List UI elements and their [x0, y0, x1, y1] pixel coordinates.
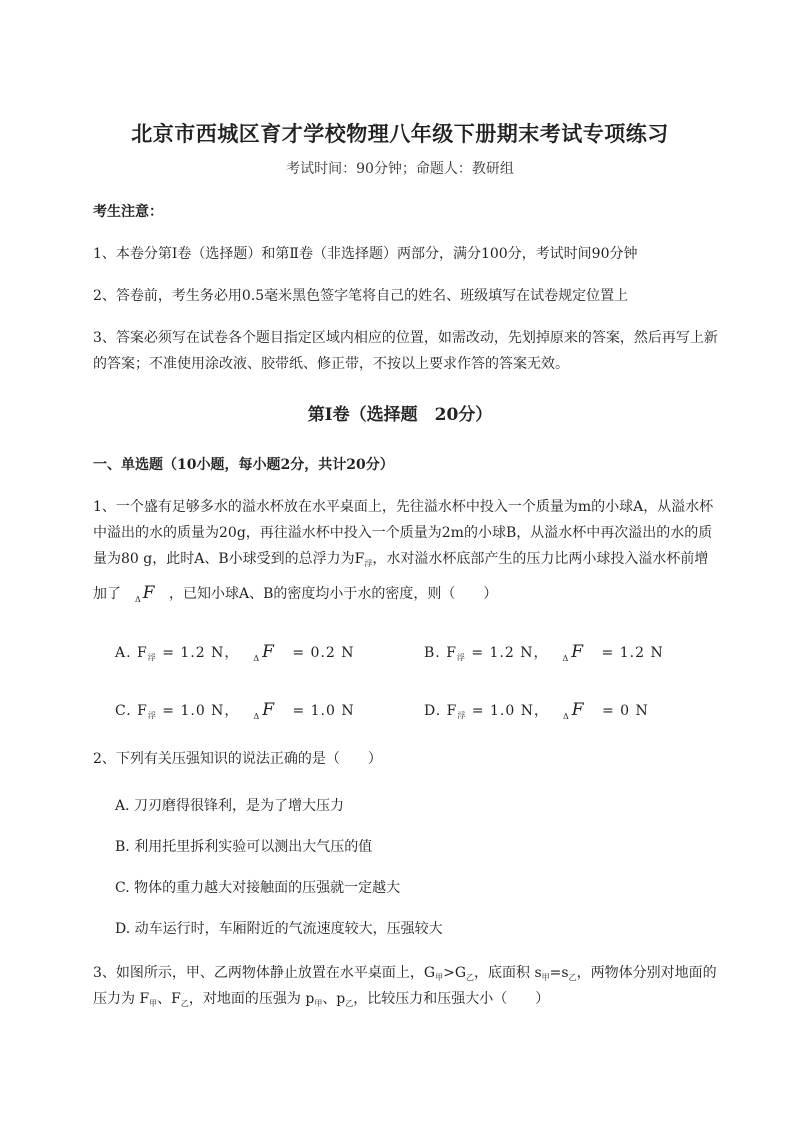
q1-option-d-F: F	[571, 700, 585, 720]
q3-sub-yi-4: 乙	[345, 999, 354, 1008]
exam-subtitle: 考试时间：90分钟；命题人：教研组	[286, 161, 514, 177]
q3-sub-jia-1: 甲	[435, 973, 444, 982]
notice-heading: 考生注意：	[93, 204, 163, 220]
q2-option-b[interactable]: B. 利用托里拆利实验可以测出大气压的值	[115, 839, 373, 855]
q1-option-a-v2: = 0.2 N	[292, 645, 355, 661]
q3-l2b: 、F	[157, 991, 181, 1007]
q3-sub-jia-4: 甲	[314, 999, 323, 1008]
q1-option-d-v2: = 0 N	[601, 703, 649, 719]
q3-sub-yi-2: 乙	[568, 973, 577, 982]
q1-line-4-suffix: ，已知小球A、B的密度均小于水的密度，则（ ）	[169, 586, 498, 602]
q1-option-d-label: D. F	[424, 703, 458, 719]
q1-option-d[interactable]	[424, 700, 649, 721]
q1-line-3-text: 量为80 g，此时A、B小球受到的总浮力为F	[93, 551, 365, 567]
q3-l2a: 压力为 F	[93, 991, 150, 1007]
q3-l2e: ，比较压力和压强大小（ ）	[353, 991, 550, 1007]
q1-option-c-v2: = 1.0 N	[292, 703, 355, 719]
q1-option-b-delta: Δ	[562, 654, 570, 663]
q1-line-4-prefix: 加了	[93, 586, 121, 602]
q3-l2c: ，对地面的压强为 p	[188, 991, 315, 1007]
q1-option-b[interactable]	[424, 642, 664, 663]
notice-item-3: 3、答案必须写在试卷各个题目指定区域内相应的位置，如需改动，先划掉原来的答案，然后再写上新	[93, 330, 718, 346]
q1-option-d-sub: 浮	[457, 711, 467, 720]
q1-option-b-F: F	[571, 642, 585, 662]
q1-option-c[interactable]	[115, 700, 355, 721]
q2-stem: 2、下列有关压强知识的说法正确的是（ ）	[93, 751, 382, 767]
section-title: 第I卷（选择题 20分）	[307, 405, 493, 425]
q1-option-a-v1: = 1.2 N，	[162, 645, 240, 661]
q1-line-3	[93, 546, 753, 577]
exam-title: 北京市西城区育才学校物理八年级下册期末考试专项练习	[131, 121, 669, 146]
q1-option-a[interactable]	[115, 642, 355, 663]
q1-F-symbol: F	[142, 583, 155, 603]
q1-option-b-v2: = 1.2 N	[601, 645, 664, 661]
q2-option-a[interactable]: A. 刀刃磨得很锋利，是为了增大压力	[115, 798, 345, 814]
q1-option-c-delta: Δ	[253, 712, 261, 721]
part-heading: 一、单选题（10小题，每小题2分，共计20分）	[93, 457, 394, 473]
q1-option-c-F: F	[262, 700, 276, 720]
q1-option-c-label: C. F	[115, 703, 148, 719]
notice-item-1: 1、本卷分第I卷（选择题）和第Ⅱ卷（非选择题）两部分，满分100分，考试时间90分钟	[93, 246, 638, 262]
q1-option-b-label: B. F	[424, 645, 457, 661]
q2-option-c[interactable]: C. 物体的重力越大对接触面的压强就一定越大	[115, 880, 401, 896]
q1-line-1: 1、一个盛有足够多水的溢水杯放在水平桌面上，先往溢水杯中投入一个质量为m的小球A，从溢水杯	[93, 499, 714, 515]
q1-option-b-v1: = 1.2 N，	[471, 645, 549, 661]
q1-option-c-v1: = 1.0 N，	[162, 703, 240, 719]
q1-option-c-sub: 浮	[147, 711, 157, 720]
q3-l2d: 、p	[322, 991, 346, 1007]
q1-delta-symbol: Δ	[135, 595, 141, 604]
notice-item-3-cont: 的答案；不准使用涂改液、胶带纸、修正带，不按以上要求作答的答案无效。	[93, 356, 569, 372]
q3-sub-jia-3: 甲	[149, 999, 158, 1008]
q3-l1d: =s	[549, 965, 569, 981]
q3-l1b: >G	[443, 965, 467, 981]
q1-line-2: 中溢出的水的质量为20g，再往溢水杯中投入一个质量为2m的小球B，从溢水杯中再次溢出的水的质	[93, 525, 713, 541]
q1-option-d-v1: = 1.0 N，	[471, 703, 549, 719]
q3-sub-yi-3: 乙	[180, 999, 189, 1008]
notice-item-2: 2、答卷前，考生务必用0.5毫米黑色签字笔将自己的姓名、班级填写在试卷规定位置上	[93, 288, 629, 304]
q3-sub-jia-2: 甲	[541, 973, 550, 982]
q1-sub-fu: 浮	[364, 559, 373, 568]
q1-option-b-sub: 浮	[456, 653, 466, 662]
q1-line-4	[93, 580, 753, 613]
q1-option-a-delta: Δ	[253, 654, 261, 663]
q3-l1a: 3、如图所示，甲、乙两物体静止放置在水平桌面上，G	[93, 965, 436, 981]
q1-option-a-label: A. F	[115, 645, 148, 661]
q1-option-d-delta: Δ	[562, 712, 570, 721]
q3-sub-yi-1: 乙	[466, 973, 475, 982]
q3-line-2	[93, 986, 753, 1017]
q3-l1c: ，底面积 s	[474, 965, 542, 981]
q3-l1e: ，两物体分别对地面的	[576, 965, 717, 981]
q1-line-3-rest: ，水对溢水杯底部产生的压力比两小球投入溢水杯前增	[372, 551, 709, 567]
q1-option-a-sub: 浮	[147, 653, 157, 662]
q2-option-d[interactable]: D. 动车运行时，车厢附近的气流速度较大，压强较大	[115, 921, 443, 937]
q1-option-a-F: F	[262, 642, 275, 662]
